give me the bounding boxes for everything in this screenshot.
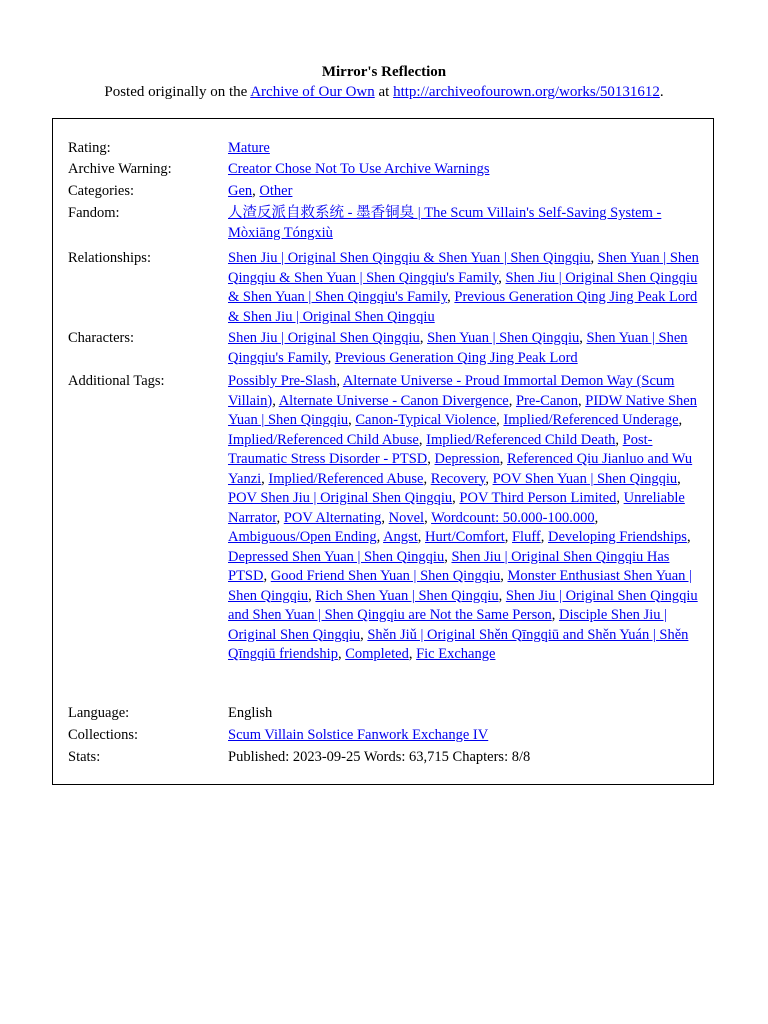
tag-separator: , (579, 330, 587, 346)
tag-separator: , (447, 289, 455, 305)
additional-tag-link[interactable]: Implied/Referenced Abuse (268, 470, 424, 487)
additional-tag-link[interactable]: Recovery (430, 470, 486, 487)
additional-tag-link[interactable]: Canon-Typical Violence (355, 412, 497, 428)
tag-separator: , (499, 451, 507, 467)
tag-separator: , (498, 587, 506, 604)
additional-tag-link[interactable]: Fluff (511, 529, 541, 545)
additional-tag-link[interactable]: Ambiguous/Open Ending (228, 529, 377, 545)
additional-tag-link[interactable]: Shen Jiu | Original Shen Qingqiu Has PTSD (228, 548, 670, 584)
relationship-tag-link[interactable]: Shen Jiu | Original Shen Qingqiu & Shen Yuan | Shen Qingqiu (228, 250, 591, 266)
tag-separator: , (419, 330, 428, 346)
warning-tag-link[interactable]: Creator Chose Not To Use Archive Warnings (228, 161, 490, 177)
tag-separator: , (308, 587, 316, 604)
additional-tag-link[interactable]: Developing Friendships (547, 529, 687, 545)
additional-tag-link[interactable]: Possibly Pre-Slash (228, 373, 337, 389)
tag-separator: , (337, 646, 346, 662)
tag-separator: , (418, 431, 427, 448)
tag-separator: , (678, 412, 683, 428)
tag-separator: , (578, 392, 586, 409)
categories-values (228, 182, 703, 202)
warning-label: Archive Warning: (68, 161, 172, 177)
additional-tag-link[interactable]: Angst (383, 529, 418, 545)
additional-tag-link[interactable]: Novel (388, 509, 425, 526)
tag-separator: , (263, 568, 271, 584)
additional-tag-link[interactable]: Referenced Qiu Jianluo and Wu Yanzi (228, 451, 693, 487)
tag-separator: , (360, 626, 368, 643)
additional-tag-link[interactable]: PIDW Native Shen Yuan | Shen Qingqiu (228, 392, 697, 428)
additional-tag-link[interactable]: Completed (345, 646, 409, 662)
tag-separator: , (252, 183, 260, 199)
tag-separator: , (496, 412, 504, 428)
tag-separator: , (594, 509, 599, 526)
character-tag-link[interactable]: Shen Yuan | Shen Qingqiu (427, 330, 580, 346)
additional-tag-link[interactable]: Disciple Shen Jiu | Original Shen Qingqiu (228, 607, 668, 643)
relationship-tag-link[interactable]: Shen Yuan | Shen Qingqiu & Shen Yuan | Shen Qingqiu's Family (228, 250, 699, 286)
additional-tag-link[interactable]: Alternate Universe - Canon Divergence (278, 392, 509, 409)
additional-tag-link[interactable]: Implied/Referenced Child Death (426, 431, 616, 448)
tag-separator: , (686, 529, 691, 545)
additional-tag-link[interactable]: Alternate Universe - Proud Immortal Demon Way (Scum Villain) (228, 373, 675, 409)
language-label: Language: (68, 705, 130, 721)
additional-tags-label: Additional Tags: (68, 373, 165, 389)
rating-tag-link[interactable]: Mature (228, 140, 270, 156)
relationships-label: Relationships: (68, 250, 151, 266)
additional-tag-link[interactable]: Depressed Shen Yuan | Shen Qingqiu (228, 548, 445, 565)
tag-separator: , (616, 490, 624, 506)
tag-separator: , (427, 451, 435, 467)
tag-separator: , (424, 509, 432, 526)
language-value: English (228, 705, 273, 721)
tag-separator: , (590, 250, 598, 266)
tag-separator: , (500, 568, 508, 584)
archive-link[interactable]: Archive of Our Own (250, 84, 375, 100)
additional-tag-link[interactable]: Hurt/Comfort (424, 529, 505, 545)
stats-value: Published: 2023-09-25 Words: 63,715 Chapters: 8/8 (228, 749, 531, 765)
rating-label: Rating: (68, 140, 111, 156)
work-title: Mirror's Reflection (321, 64, 447, 80)
additional-tag-link[interactable]: Post-Traumatic Stress Disorder - PTSD (228, 431, 653, 467)
additional-tags-values (228, 372, 703, 665)
tag-separator: , (261, 470, 269, 487)
tag-separator: , (336, 373, 343, 389)
tag-separator: , (376, 529, 384, 545)
category-tag-link[interactable]: Other (259, 183, 293, 199)
tag-separator: , (272, 392, 279, 409)
additional-tag-link[interactable]: POV Third Person Limited (459, 490, 617, 506)
additional-tag-link[interactable]: POV Shen Yuan | Shen Qingqiu (492, 470, 678, 487)
tag-separator: , (423, 470, 431, 487)
additional-tag-link[interactable]: Depression (434, 451, 500, 467)
additional-tag-link[interactable]: Wordcount: 50.000-100.000 (431, 509, 595, 526)
metadata-box (52, 118, 714, 785)
tag-separator: , (381, 509, 389, 526)
tag-separator: , (348, 412, 356, 428)
category-tag-link[interactable]: Gen (228, 183, 253, 199)
relationships-values (228, 249, 703, 327)
character-tag-link[interactable]: Shen Yuan | Shen Qingqiu's Family (228, 330, 688, 366)
additional-tag-link[interactable]: Fic Exchange (416, 646, 496, 662)
collections-values (228, 726, 703, 746)
fandom-values (228, 204, 703, 243)
characters-label: Characters: (68, 330, 135, 346)
tag-separator: , (276, 509, 284, 526)
categories-label: Categories: (68, 183, 135, 199)
tag-separator: , (417, 529, 425, 545)
relationship-tag-link[interactable]: Shen Jiu | Original Shen Qingqiu & Shen Yuan | Shen Qingqiu's Family (228, 269, 698, 305)
additional-tag-link[interactable]: Pre-Canon (515, 392, 578, 409)
rating-values (228, 139, 703, 159)
additional-tag-link[interactable]: POV Shen Jiu | Original Shen Qingqiu (228, 490, 453, 506)
collections-label: Collections: (68, 727, 139, 743)
posted-suffix: . (659, 84, 664, 100)
collection-link[interactable]: Scum Villain Solstice Fanwork Exchange IV (228, 727, 489, 743)
tag-separator: , (408, 646, 417, 662)
posted-middle: at (374, 84, 394, 100)
tag-separator: , (677, 470, 681, 487)
fandom-tag-link[interactable]: 人渣反派自救系统 - 墨香铜臭 | The Scum Villain's Self-Saving System - Mòxiāng Tóngxiù (228, 205, 662, 241)
additional-tag-link[interactable]: Implied/Referenced Child Abuse (228, 431, 419, 448)
characters-values (228, 329, 703, 368)
posted-prefix: Posted originally on the (104, 84, 251, 100)
relationship-tag-link[interactable]: Previous Generation Qing Jing Peak Lord & Shen Jiu | Original Shen Qingqiu (228, 289, 698, 325)
tag-separator: , (452, 490, 460, 506)
tag-separator: , (498, 269, 506, 286)
additional-tag-link[interactable]: Shěn Jiǔ | Original Shěn Qīngqiū and Shěn Yuán | Shěn Qīngqiū friendship (228, 626, 689, 662)
tag-separator: , (551, 607, 559, 623)
tag-separator: , (615, 431, 623, 448)
tag-separator: , (504, 529, 512, 545)
tag-separator: , (508, 392, 516, 409)
additional-tag-link[interactable]: Rich Shen Yuan | Shen Qingqiu (315, 587, 499, 604)
character-tag-link[interactable]: Shen Jiu | Original Shen Qingqiu (228, 330, 420, 346)
fandom-label: Fandom: (68, 205, 120, 221)
tag-separator: , (540, 529, 548, 545)
work-url-link[interactable]: http://archiveofourown.org/works/50131612 (393, 84, 660, 100)
tag-separator: , (327, 349, 335, 366)
tag-separator: , (444, 548, 452, 565)
additional-tag-link[interactable]: POV Alternating (283, 509, 382, 526)
tag-separator: , (485, 470, 493, 487)
stats-label: Stats: (68, 749, 101, 765)
warning-values (228, 160, 703, 180)
additional-tag-link[interactable]: Unreliable Narrator (228, 490, 685, 526)
work-header (0, 62, 768, 102)
additional-tag-link[interactable]: Implied/Referenced Underage (503, 412, 679, 428)
posted-line (0, 82, 768, 102)
additional-tag-link[interactable]: Good Friend Shen Yuan | Shen Qingqiu (270, 568, 501, 584)
additional-tag-link[interactable]: Shen Jiu | Original Shen Qingqiu and Shen Yuan | Shen Qingqiu are Not the Same Person (228, 587, 698, 623)
additional-tag-link[interactable]: Monster Enthusiast Shen Yuan | Shen Qingqiu (228, 568, 692, 604)
character-tag-link[interactable]: Previous Generation Qing Jing Peak Lord (334, 349, 578, 366)
